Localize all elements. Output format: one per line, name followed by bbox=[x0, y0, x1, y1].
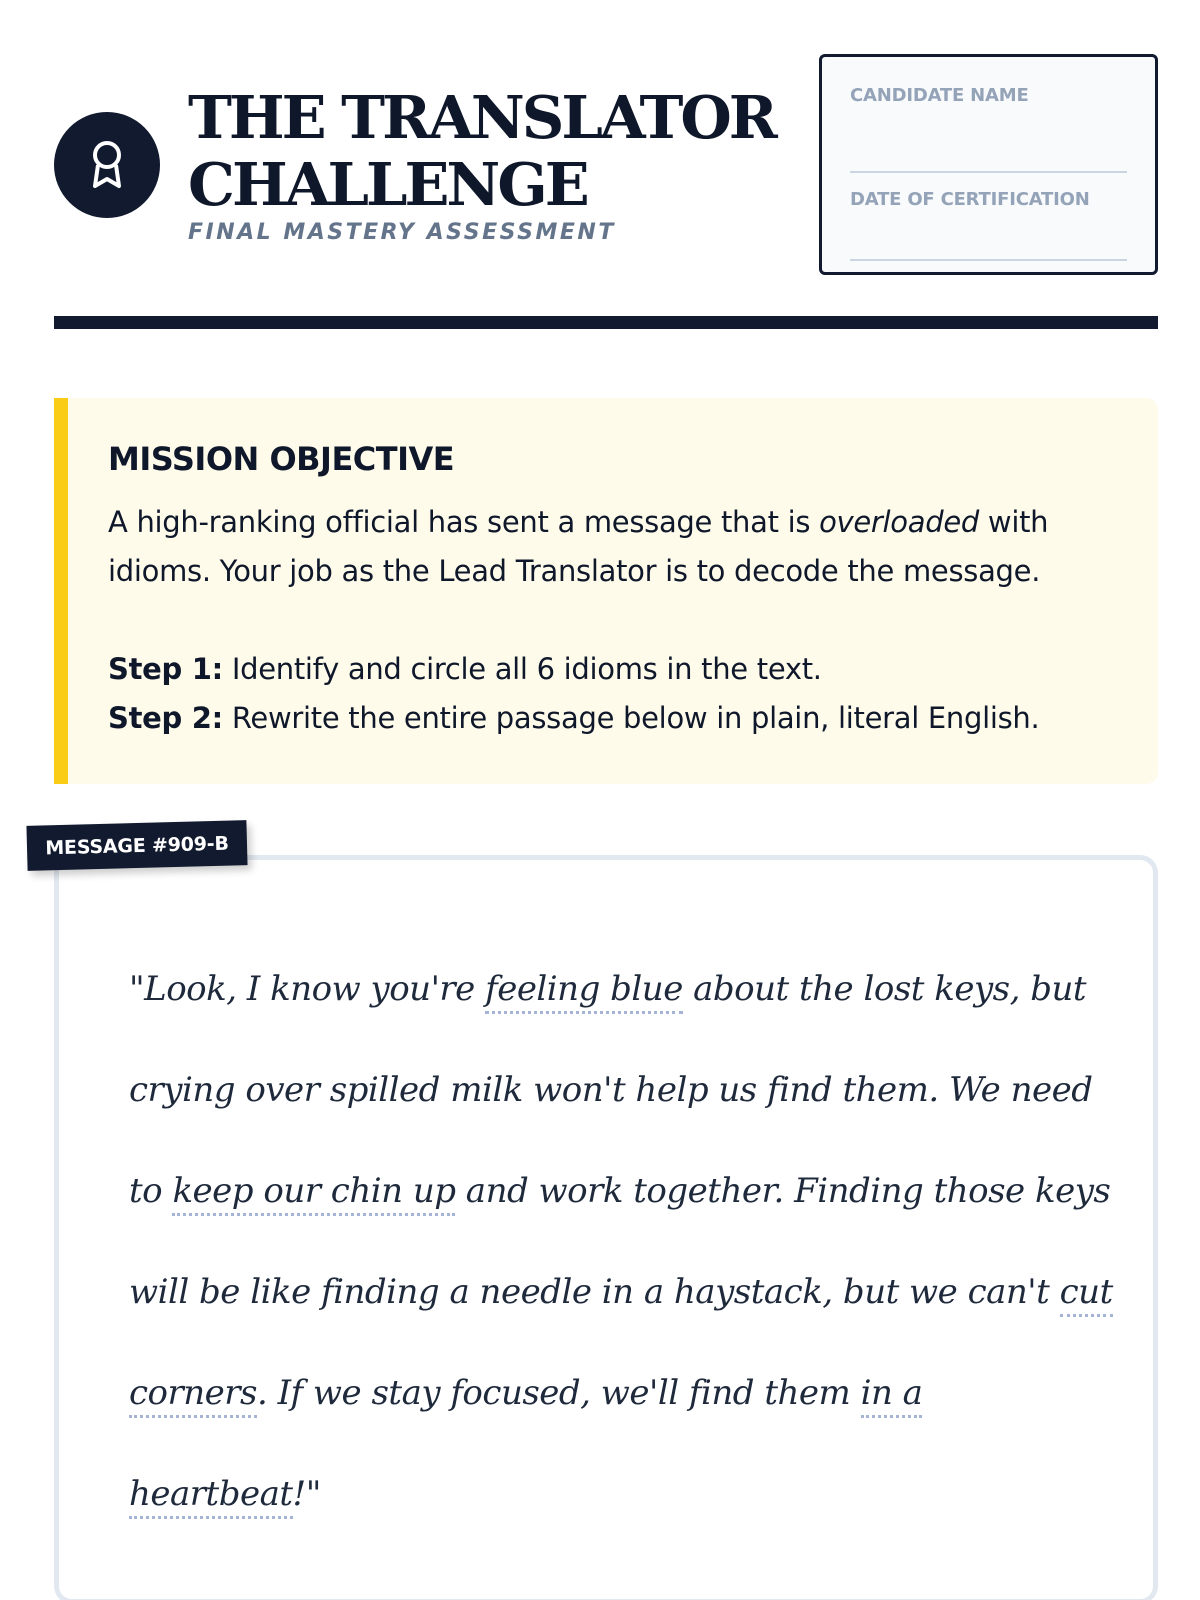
candidate-name-label: CANDIDATE NAME bbox=[850, 85, 1029, 106]
passage-text: and work together. Finding those keys will be like finding a needle in a haystack, but we can't bbox=[129, 1171, 1111, 1312]
certification-box bbox=[819, 54, 1158, 275]
idiom-in-a-heartbeat[interactable]: in a heartbeat bbox=[129, 1373, 922, 1519]
award-ribbon-icon bbox=[87, 138, 127, 192]
idiom-feeling-blue[interactable]: feeling blue bbox=[485, 969, 683, 1014]
passage-text: "Look, I know you're bbox=[129, 969, 486, 1009]
page-title bbox=[188, 84, 775, 218]
objective-text bbox=[108, 498, 1118, 596]
certification-date-field[interactable] bbox=[850, 173, 1127, 261]
step-1 bbox=[108, 645, 1118, 694]
message-tag: MESSAGE #909-B bbox=[26, 820, 247, 871]
step-2 bbox=[108, 694, 1118, 743]
title-block bbox=[188, 84, 775, 245]
candidate-name-field[interactable] bbox=[850, 85, 1127, 173]
step-2-label: Step 2: bbox=[108, 701, 223, 735]
header-divider bbox=[54, 316, 1158, 329]
passage-text: about the lost keys, but crying over spilled milk won't help us find them. We need to bbox=[129, 969, 1093, 1211]
objective-text-start: A high-ranking official has sent a message that is bbox=[108, 505, 820, 539]
mission-objective-panel bbox=[54, 398, 1158, 784]
step-1-text: Identify and circle all 6 idioms in the text. bbox=[222, 652, 822, 686]
title-line-1: THE TRANSLATOR bbox=[188, 83, 775, 152]
worksheet-header bbox=[54, 54, 1158, 274]
page-subtitle: FINAL MASTERY ASSESSMENT bbox=[188, 220, 616, 245]
badge bbox=[54, 112, 160, 218]
objective-text-end: with idioms. Your job as the Lead Translator is to decode the message. bbox=[108, 505, 1049, 588]
certification-date-label: DATE OF CERTIFICATION bbox=[850, 189, 1090, 210]
title-line-2: CHALLENGE bbox=[188, 150, 587, 219]
idiom-cut-corners[interactable]: cut corners bbox=[129, 1272, 1113, 1418]
message-passage bbox=[129, 939, 1119, 1545]
idiom-keep-chin-up[interactable]: keep our chin up bbox=[172, 1171, 455, 1216]
objective-heading: MISSION OBJECTIVE bbox=[108, 440, 455, 478]
objective-emphasis: overloaded bbox=[819, 505, 979, 539]
step-1-label: Step 1: bbox=[108, 652, 223, 686]
step-2-text: Rewrite the entire passage below in plain, literal English. bbox=[222, 701, 1040, 735]
passage-text: . If we stay focused, we'll find them bbox=[256, 1373, 861, 1413]
passage-text: !" bbox=[292, 1474, 321, 1514]
message-card bbox=[54, 855, 1158, 1600]
objective-steps bbox=[108, 645, 1118, 743]
